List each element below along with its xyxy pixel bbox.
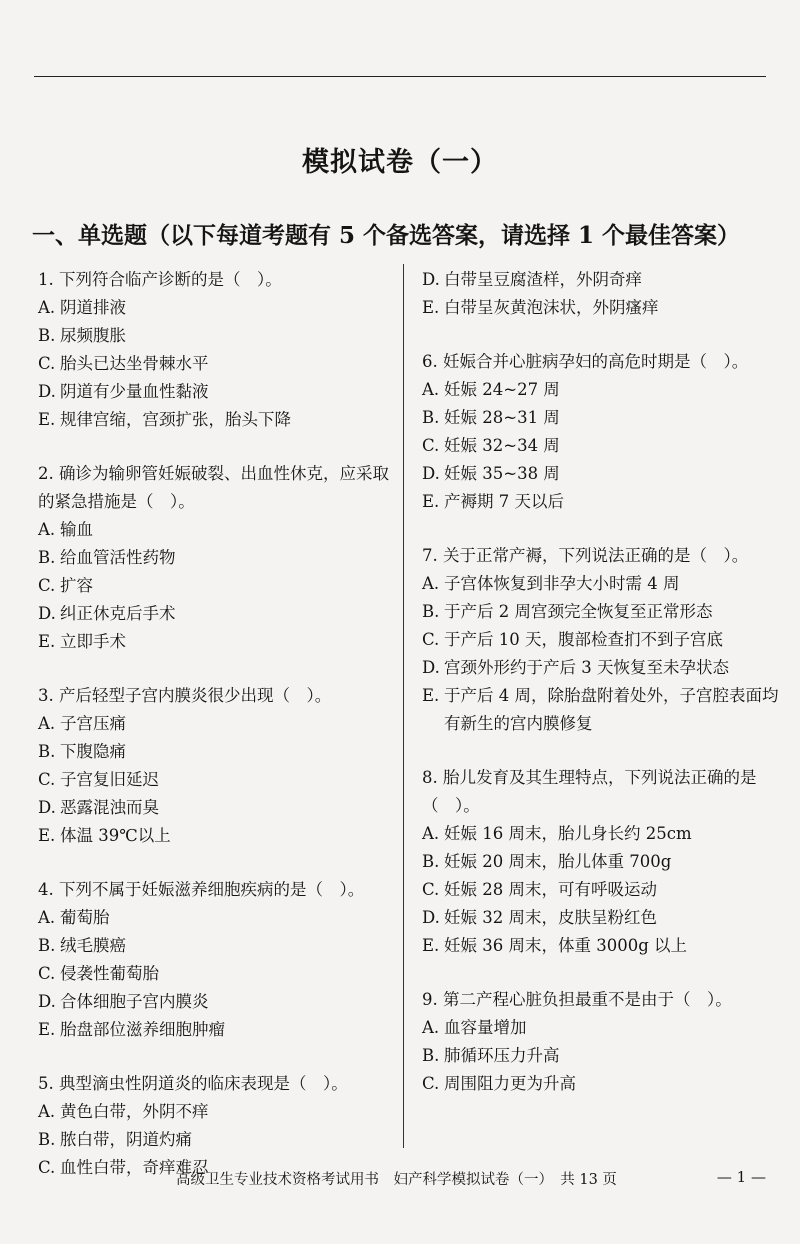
option-text: 妊娠 32 周末，皮肤呈粉红色 [444, 908, 657, 927]
question [38, 460, 398, 656]
option-letter: D. [422, 270, 440, 289]
answer-option [38, 960, 398, 988]
answer-option [422, 376, 782, 404]
question-stem: 3. 产后轻型子宫内膜炎很少出现（ ）。 [38, 686, 332, 705]
option-text: 妊娠 28 周末，可有呼吸运动 [444, 880, 657, 899]
question [38, 1070, 398, 1182]
answer-option [38, 822, 398, 850]
answer-option [422, 294, 782, 322]
option-text: 宫颈外形约于产后 3 天恢复至未孕状态 [444, 658, 729, 677]
answer-option [422, 460, 782, 488]
option-letter: C. [422, 436, 440, 455]
option-text: 妊娠 16 周末，胎儿身长约 25cm [444, 824, 692, 843]
option-letter: B. [422, 852, 440, 871]
option-text: 给血管活性药物 [60, 548, 176, 567]
option-text: 子宫复旧延迟 [60, 770, 159, 789]
option-letter: E. [422, 492, 440, 511]
option-text: 白带呈灰黄泡沫状，外阴瘙痒 [444, 298, 659, 317]
answer-option [422, 570, 782, 598]
question-stem: 9. 第二产程心脏负担最重不是由于（ ）。 [422, 990, 732, 1009]
option-letter: C. [38, 354, 56, 373]
option-letter: C. [422, 630, 440, 649]
question [422, 266, 782, 322]
option-text: 子宫体恢复到非孕大小时需 4 周 [444, 574, 680, 593]
answer-option [422, 1070, 782, 1098]
option-letter: B. [38, 548, 56, 567]
option-letter: E. [422, 298, 440, 317]
option-letter: D. [38, 992, 56, 1011]
footer-text: 高级卫生专业技术资格考试用书 妇产科学模拟试卷（一） 共 13 页 [176, 1172, 617, 1188]
option-letter: A. [422, 1018, 440, 1037]
answer-option [422, 848, 782, 876]
question-stem: 1. 下列符合临产诊断的是（ ）。 [38, 270, 282, 289]
option-letter: E. [38, 410, 56, 429]
option-text: 妊娠 24~27 周 [444, 380, 560, 399]
option-text: 胎盘部位滋养细胞肿瘤 [60, 1020, 225, 1039]
answer-option [422, 404, 782, 432]
option-letter: B. [422, 602, 440, 621]
answer-option [38, 904, 398, 932]
answer-option [422, 488, 782, 516]
answer-option [422, 598, 782, 626]
question-stem: 8. 胎儿发育及其生理特点，下列说法正确的是（ ）。 [422, 768, 757, 815]
option-text: 纠正休克后手术 [60, 604, 176, 623]
answer-option [38, 738, 398, 766]
question [38, 682, 398, 850]
top-rule [34, 76, 766, 77]
answer-option [422, 1042, 782, 1070]
answer-option [38, 932, 398, 960]
option-letter: A. [422, 380, 440, 399]
answer-option [38, 322, 398, 350]
option-text: 于产后 4 周，除胎盘附着处外，子宫腔表面均有新生的宫内膜修复 [444, 686, 779, 733]
option-text: 阴道有少量血性黏液 [60, 382, 209, 401]
question [38, 266, 398, 434]
answer-option [38, 1098, 398, 1126]
option-text: 输血 [60, 520, 93, 539]
option-text: 妊娠 35~38 周 [444, 464, 560, 483]
option-text: 黄色白带，外阴不痒 [60, 1102, 209, 1121]
option-letter: A. [38, 1102, 56, 1121]
option-letter: A. [38, 520, 56, 539]
left-column [38, 266, 398, 1208]
answer-option [422, 682, 782, 738]
option-letter: E. [38, 632, 56, 651]
answer-option [38, 516, 398, 544]
option-text: 侵袭性葡萄胎 [60, 964, 159, 983]
question-stem: 6. 妊娠合并心脏病孕妇的高危时期是（ ）。 [422, 352, 749, 371]
option-letter: A. [38, 298, 56, 317]
answer-option [422, 1014, 782, 1042]
answer-option [422, 932, 782, 960]
option-letter: C. [38, 770, 56, 789]
right-column [422, 266, 782, 1124]
option-text: 立即手术 [60, 632, 126, 651]
answer-option [38, 794, 398, 822]
option-letter: B. [38, 936, 56, 955]
option-letter: C. [38, 1158, 56, 1177]
option-text: 规律宫缩，宫颈扩张，胎头下降 [60, 410, 291, 429]
option-text: 产褥期 7 天以后 [444, 492, 564, 511]
question [38, 876, 398, 1044]
option-letter: E. [422, 686, 440, 705]
option-letter: A. [422, 824, 440, 843]
answer-option [38, 378, 398, 406]
option-text: 葡萄胎 [60, 908, 110, 927]
answer-option [422, 876, 782, 904]
page-number: — 1 — [716, 1168, 766, 1186]
answer-option [422, 904, 782, 932]
option-text: 恶露混浊而臭 [60, 798, 159, 817]
answer-option [38, 1016, 398, 1044]
answer-option [422, 266, 782, 294]
answer-option [38, 350, 398, 378]
column-divider [403, 264, 404, 1148]
option-text: 肺循环压力升高 [444, 1046, 560, 1065]
answer-option [38, 294, 398, 322]
question-stem: 2. 确诊为输卵管妊娠破裂、出血性休克，应采取的紧急措施是（ ）。 [38, 464, 389, 511]
option-text: 合体细胞子宫内膜炎 [60, 992, 209, 1011]
option-text: 下腹隐痛 [60, 742, 126, 761]
option-letter: B. [422, 1046, 440, 1065]
question [422, 348, 782, 516]
option-letter: D. [38, 382, 56, 401]
answer-option [38, 572, 398, 600]
question-stem: 7. 关于正常产褥，下列说法正确的是（ ）。 [422, 546, 749, 565]
option-letter: A. [422, 574, 440, 593]
option-text: 妊娠 32~34 周 [444, 436, 560, 455]
option-text: 妊娠 20 周末，胎儿体重 700g [444, 852, 672, 871]
section-heading: 一、单选题（以下每道考题有 5 个备选答案，请选择 1 个最佳答案） [32, 222, 741, 249]
answer-option [38, 600, 398, 628]
answer-option [38, 988, 398, 1016]
answer-option [422, 820, 782, 848]
option-text: 血容量增加 [444, 1018, 527, 1037]
option-letter: B. [38, 1130, 56, 1149]
option-text: 体温 39℃以上 [60, 826, 171, 845]
option-letter: C. [38, 964, 56, 983]
option-text: 阴道排液 [60, 298, 126, 317]
answer-option [422, 626, 782, 654]
option-text: 于产后 10 天，腹部检查扪不到子宫底 [444, 630, 723, 649]
option-text: 子宫压痛 [60, 714, 126, 733]
option-letter: D. [422, 908, 440, 927]
option-letter: B. [38, 742, 56, 761]
option-letter: D. [422, 464, 440, 483]
option-letter: E. [422, 936, 440, 955]
option-letter: A. [38, 714, 56, 733]
option-text: 于产后 2 周宫颈完全恢复至正常形态 [444, 602, 713, 621]
option-text: 白带呈豆腐渣样，外阴奇痒 [444, 270, 642, 289]
question [422, 764, 782, 960]
answer-option [422, 432, 782, 460]
page-title: 模拟试卷（一） [302, 147, 498, 178]
question-stem: 5. 典型滴虫性阴道炎的临床表现是（ ）。 [38, 1074, 348, 1093]
option-text: 绒毛膜癌 [60, 936, 126, 955]
option-letter: D. [38, 798, 56, 817]
question [422, 986, 782, 1098]
option-text: 血性白带，奇痒难忍 [60, 1158, 209, 1177]
option-letter: B. [422, 408, 440, 427]
option-letter: D. [38, 604, 56, 623]
option-letter: E. [38, 826, 56, 845]
option-text: 妊娠 28~31 周 [444, 408, 560, 427]
answer-option [38, 628, 398, 656]
question [422, 542, 782, 738]
option-text: 周围阻力更为升高 [444, 1074, 576, 1093]
option-letter: C. [422, 1074, 440, 1093]
answer-option [38, 766, 398, 794]
option-text: 妊娠 36 周末，体重 3000g 以上 [444, 936, 688, 955]
option-letter: C. [38, 576, 56, 595]
option-text: 胎头已达坐骨棘水平 [60, 354, 209, 373]
option-letter: B. [38, 326, 56, 345]
option-text: 扩容 [60, 576, 93, 595]
option-letter: D. [422, 658, 440, 677]
option-text: 尿频腹胀 [60, 326, 126, 345]
question-stem: 4. 下列不属于妊娠滋养细胞疾病的是（ ）。 [38, 880, 365, 899]
option-letter: E. [38, 1020, 56, 1039]
answer-option [422, 654, 782, 682]
answer-option [38, 710, 398, 738]
answer-option [38, 1126, 398, 1154]
option-letter: A. [38, 908, 56, 927]
option-text: 脓白带，阴道灼痛 [60, 1130, 192, 1149]
answer-option [38, 406, 398, 434]
option-letter: C. [422, 880, 440, 899]
answer-option [38, 544, 398, 572]
